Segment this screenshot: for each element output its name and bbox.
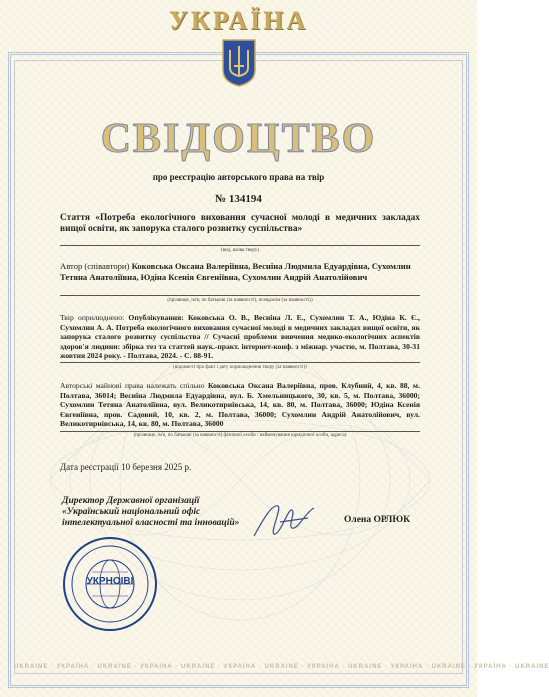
owners-rule xyxy=(60,431,420,432)
owners-label: Авторські майнові права належать спільно xyxy=(60,381,205,390)
publication-field xyxy=(60,313,420,361)
signature-icon xyxy=(250,498,320,542)
certificate-number: № 134194 xyxy=(215,193,262,205)
publication-rule xyxy=(60,362,420,363)
owners-field xyxy=(60,381,420,429)
trident-icon xyxy=(221,38,257,88)
authors-names: Коковська Оксана Валеріївна, Весніна Людмила Едуардівна, Сухомлин Тетяна Анатоліївна, Юдіна Ксенія Євгеніївна, Сухомлин Андрій Анатолійович xyxy=(60,261,411,282)
owners-caption: (прізвище, ім'я, по батькові (за наявності) фізичної особи / найменування юридичної особи, адреса) xyxy=(133,433,347,438)
seal-label: УКРНОІВІ xyxy=(86,576,134,587)
director-name: Олена ОРЛЮК xyxy=(344,515,410,525)
certificate-title: СВІДОЦТВО xyxy=(100,116,377,162)
work-title-caption: (вид, назва твору) xyxy=(221,248,259,253)
authors-rule xyxy=(60,295,420,296)
authors-caption: (прізвище, ім'я, по батькові (за наявності), псевдонім (за наявності)) xyxy=(167,298,313,303)
registration-date: Дата реєстрації 10 березня 2025 р. xyxy=(60,462,192,472)
certificate-subtitle: про реєстрацію авторського права на твір xyxy=(152,172,325,182)
authors-field xyxy=(60,261,420,282)
publication-caption: (відомості про факт і дату оприлюднення твору (за наявності)) xyxy=(173,365,307,370)
work-title: Стаття «Потреба екологічного виховання сучасної молоді в медичних закладах вищої освіти, як запорука сталого розвитку суспільства» xyxy=(60,213,420,234)
work-title-rule xyxy=(60,245,420,246)
footer-band: UKRAINE · УКРАЇНА · UKRAINE · УКРАЇНА · UKRAINE · УКРАЇНА · UKRAINE · УКРАЇНА · UKRAINE · УКРАЇНА · UKRAINE · УКРАЇНА · UKRAINE xyxy=(14,664,549,670)
owners-text: Коковська Оксана Валеріївна, пров. Клубний, 4, кв. 88, м. Полтава, 36014; Весніна Людмила Едуардівна, вул. Б. Хмельницького, 30, кв. 5, м. Полтава, 36000; Сухомлин Тетяна Анатоліївна, вул. Великотирнівська, 14, кв. 80, м. Полтава, 36000; Юдіна Ксенія Євгеніївна, пров. Садовий, 10, кв. 2, м. Полтава, 36000; Сухомлин Андрій Анатолійович, вул. Великотирнівська, 14, кв. 80, м. Полтава, 36000 xyxy=(60,381,420,429)
country-title: УКРАЇНА xyxy=(168,6,309,35)
authors-label: Автор (співавтори) xyxy=(60,261,130,271)
publication-label: Твір оприлюднено: xyxy=(60,313,125,322)
publication-text: Опублікування: Коковська О. В., Весніна Л. Е., Сухомлин Т. А., Юдіна К. Є., Сухомлин А. А. Потреба екологічного виховання сучасної молоді в медичних закладах вищої освіти, як запорука сталого розвитку суспільства // Сучасні проблеми вивчення медико-екологічних аспектів здоров'я людини: збірка тез та статтей наук.-практ. інтернет-конф. з міжнар. участю, м. Полтава, 30-31 жовтня 2024 року. - Полтава, 2024. - С. 88-91. xyxy=(60,313,420,361)
director-position: Директор Державної організації «Український національний офіс інтелектуальної власності та інновацій» xyxy=(62,496,240,528)
